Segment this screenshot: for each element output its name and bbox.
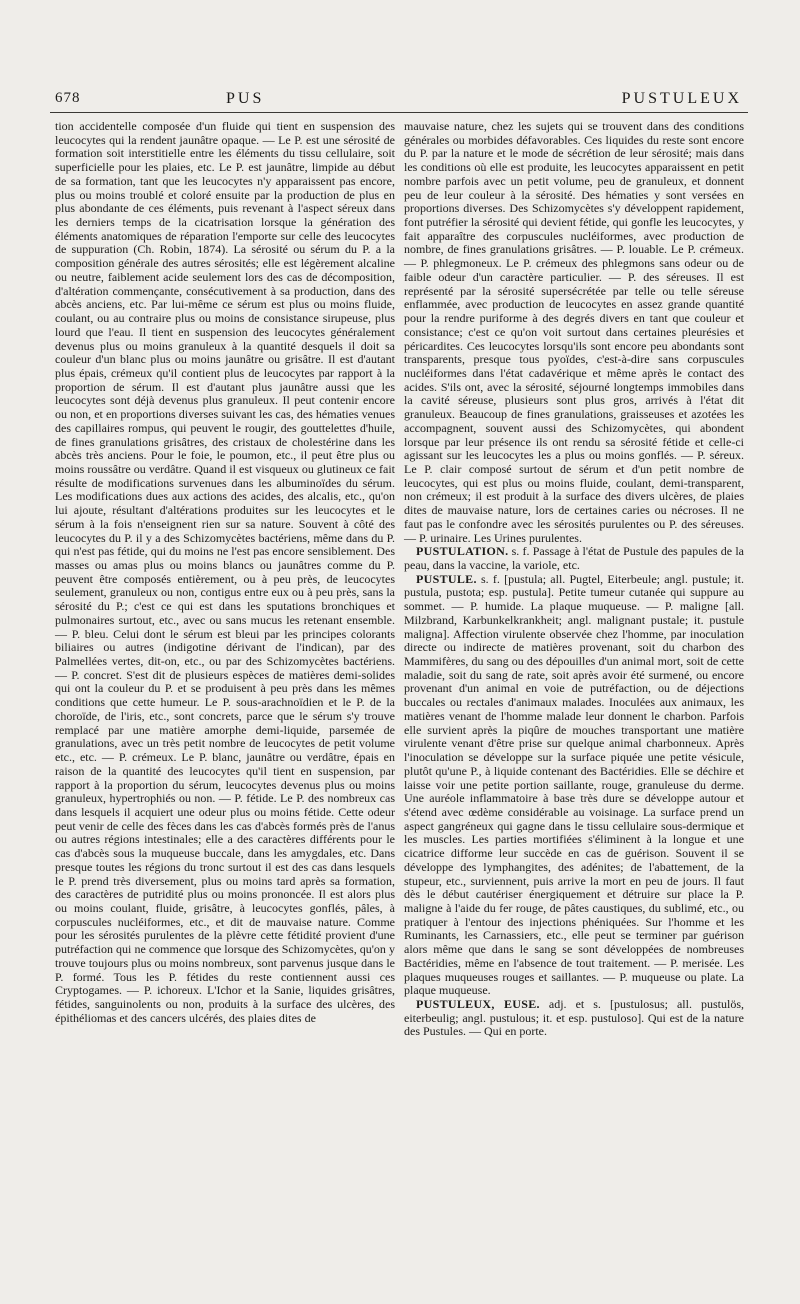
entry-pustule bbox=[404, 573, 744, 998]
entry-pus-continuation: tion accidentelle composée d'un fluide qui tient en suspension des leucocytes qui la rendent jaunâtre opaque. — Le P. est une sérosité de formation soit interstitielle entre les éléments du tissu cellulaire, soit superficielle pour les plaies, etc. Le P. est jaunâtre, limpide au début de sa formation, tant que les leucocytes n'y apparaissent pas encore, plus ou moins troublé et coloré ensuite par la production de plus en plus abondante de ces éléments, puis revenant à l'aspect séreux dans les derniers temps de la cicatrisation lorsque la génération des éléments anatomiques de réparation l'emporte sur celle des leucocytes de suppuration (Ch. Robin, 1874). La sérosité ou sérum du P. a la composition générale des autres sérosités; elle est légèrement alcaline ou neutre, faiblement acide seulement lors des cas de décomposition, d'altération commençante, consécutivement à sa production, dans des abcès anciens, etc. Par lui-même ce sérum est plus ou moins fluide, coulant, ou au contraire plus ou moins de consistance sirupeuse, plus lourd que l'eau. Il tient en suspension des leucocytes généralement devenus plus ou moins granuleux à la quantité desquels il doit sa couleur d'un blanc plus ou moins jaunâtre ou grisâtre. Il est d'autant plus épais, crémeux qu'il contient plus de leucocytes par rapport à la proportion de sérum. Il est d'autant plus jaunâtre aussi que les leucocytes sont déjà devenus plus granuleux. Il peut contenir encore ou non, et en proportions diverses suivant les cas, des hématies venues des capillaires rompus, qui peuvent le rougir, des gouttelettes d'huile, de fines granulations grisâtres, des cristaux de cholestérine dans les abcès très anciens. Pour le foie, le poumon, etc., il peut être plus ou moins roussâtre ou verdâtre. Quand il est visqueux ou glutineux ce fait résulte de modifications survenues dans les albuminoïdes du sérum. Les modifications dues aux actions des acides, des alcalis, etc., qu'on lui ajoute, résultant d'altérations produites sur les leucocytes et le sérum à la fois n'enseignent rien sur sa nature. Souvent à côté des leucocytes du P. il y a des Schizomycètes bactériens, même dans du P. qui n'est pas fétide, qui du moins ne l'est pas encore sensiblement. Des masses ou amas plus ou moins blancs ou jaunâtres comme du P. peuvent être composés entièrement, ou à peu près, de leucocytes seulement, granuleux ou non, contigus entre eux ou à peu près, sans la sérosité du P.; c'est ce qui est dans les sputations bronchiques et pulmonaires surtout, etc., avec ou sans mucus les retenant ensemble. — P. bleu. Celui dont le sérum est bleui par les principes colorants biliaires ou autres (indigotine dérivant de l'indican), par des Palmellées vertes, dit-on, etc., ou par des Schizomycètes bactériens. — P. concret. S'est dit de plusieurs espèces de matières demi-solides qui ont la couleur du P. et se produisent à peu près dans les mêmes conditions que cette humeur. Le P. sous-arachnoïdien et le P. de la choroïde, de l'iris, etc., sont concrets, parce que le sérum s'y trouve remplacé par une matière amorphe demi-liquide, parsemée de granulations, avec un très petit nombre de leucocytes de petit volume etc., etc. — P. crémeux. Le P. blanc, jaunâtre ou verdâtre, épais en raison de la quantité des leucocytes qu'il tient en suspension, par rapport à la proportion du sérum, leucocytes devenus plus ou moins granuleux, hypertrophiés ou non. — P. fétide. Le P. des nombreux cas dans lesquels il acquiert une odeur plus ou moins fétide. Cette odeur peut venir de celle des fèces dans les cas d'abcès formés près de l'anus ou autres régions intestinales; elle a des caractères différents pour le cas d'abcès sous la muqueuse buccale, dans les amygdales, etc. Dans presque toutes les régions du tronc surtout il est des cas dans lesquels le P. prend très diversement, plus ou moins tard après sa formation, des caractères de putridité plus ou moins prononcée. Il est alors plus ou moins coulant, fluide, grisâtre, à leucocytes gonflés, pâles, à corpuscules nucléiformes, etc., et dit de mauvaise nature. Comme pour les sérosités purulentes de la plèvre cette fétidité provient d'une putréfaction qui ne commence que lorsque des Schizomycètes, qu'on y trouve toujours plus ou moins nombreux, sont parvenus jusque dans le P. formé. Tous les P. fétides du reste contiennent aussi ces Cryptogames. — P. ichoreux. L'Ichor et la Sanie, liquides grisâtres, fétides, sanguinolents ou non, produits à la surface des ulcères, des épithéliomas et des cancers ulcérés, des plaies dites de bbox=[55, 119, 395, 1025]
definition: s. f. Passage à l'état de Pustule des papules de la peau, dans la vaccine, la variole, etc. bbox=[404, 544, 744, 572]
header-rule bbox=[50, 112, 748, 113]
running-head-right: PUSTULEUX bbox=[621, 90, 742, 107]
entry-pustuleux bbox=[404, 998, 744, 1039]
headword: PUSTULEUX, EUSE. bbox=[416, 997, 540, 1011]
definition: s. f. [pustula; all. Pugtel, Eiterbeule; angl. pustule; it. pustula, pustota; esp. pustula]. Petite tumeur cutanée qui suppure au sommet. — P. humide. La plaque muqueuse. — P. maligne [all. Milzbrand, Karbunkelkrankheit; angl. malignant pustale; it. pustule maligna]. Affection virulente observée chez l'homme, par inoculation directe ou indirecte de matières provenant, soit du charbon des Mammifères, du sang ou des dépouilles d'un animal mort, soit de cette maladie, soit du sang de rate, soit après avoir été surmené, ou encore provenant d'un animal en voie de putréfaction, ou de déjections buccales ou rectales d'animaux malades. Inoculées aux animaux, les matières venant de l'homme malade leur donnent le charbon. Parfois elle survient après la piqûre de mouches transportant une matière virulente venant d'être prise sur quelque animal charbonneux. Après l'inoculation se développe sur la surface piquée une petite vésicule, plutôt qu'une P., à liquide contenant des Bactéridies. Elle se déchire et laisse voir une petite portion saillante, rouge, granuleuse du derme. Une auréole inflammatoire à base très dure se développe autour et s'étend avec œdème considérable au voisinage. La surface prend un aspect gangréneux qui gagne dans le tissu cellulaire sous-dermique et les muscles. Les parties mortifiées s'éliminent à la longue et une cicatrice difforme leur succède en cas de guérison. Souvent il se développe des lymphangites, des adénites; de l'abattement, de la stupeur, etc., surviennent, puis arrive la mort en peu de jours. Il faut dès le début cautériser énergiquement et détruire sur place la P. maligne à l'aide du fer rouge, de pâtes caustiques, du sublimé, etc., ou pratiquer à l'entour des injections phéniquées. Sur l'homme et les Ruminants, les Carnassiers, etc., elle peut se terminer par guérison alors même que dans le sang se sont développées de nombreuses Bactéridies, même en l'absence de tout traitement. — P. merisée. Les plaques muqueuses rouges et saillantes. — P. muqueuse ou plate. La plaque muqueuse. bbox=[404, 571, 744, 998]
headword: PUSTULE. bbox=[416, 571, 477, 586]
entry-pus-continuation-2: mauvaise nature, chez les sujets qui se trouvent dans des conditions générales ou morbides défavorables. Ces liquides du reste sont encore du P. par la nature et le mode de sécrétion de leur sérosité; mais dans les conditions où elle est produite, les leucocytes apparaissent en petit nombre parfois avec un petit volume, peu de granuleux, et donnent peu de leur couleur à la sérosité. Des hématies y sont versées en proportions diverses. Des Schizomycètes s'y développent rapidement, font putréfier la sérosité qui devient fétide, qui gonfle les leucocytes, y fait apparaître des corpuscules nucléiformes, avec production de nombre, de fines granulations grisâtres. — P. louable. Le P. crémeux. — P. phlegmoneux. Le P. crémeux des phlegmons sans odeur ou de faible odeur d'un caractère particulier. — P. des séreuses. Il est représenté par la sérosité supersécrétée par telle ou telle séreuse enflammée, avec production de leucocytes en assez grande quantité pour la rendre puriforme à des degrés divers en tant que couleur et consistance; c'est ce qu'on voit surtout dans certaines pleurésies et péricardites. Ces leucocytes lorsqu'ils sont encore peu abondants sont transparents, presque tous pyoïdes, c'est-à-dire sans corpuscules nucléiformes dans l'état cadavérique et même après le contact des acides. S'ils ont, avec la sérosité, séjourné longtemps immobiles dans la cavité séreuse, plusieurs sont plus gros, arrivés à l'état dit granuleux. Beaucoup de fines granulations, graisseuses et azotées les accompagnent, souvent aussi des Schizomycètes, qui abondent lorsque par leur présence ils ont rendu sa sérosité fétide et celle-ci agissant sur les leucocytes les a plus ou moins gonflés. — P. séreux. Le P. clair composé surtout de sérum et d'un petit nombre de leucocytes, qui est plus ou moins fluide, coulant, demi-transparent, non crémeux; il est produit à la surface des divers ulcères, de plaies dites de mauvaise nature, lors de certaines caries ou nécroses. Il ne faut pas le confondre avec les sérosités purulentes ou P. des séreuses. — P. urinaire. Les Urines purulentes. bbox=[404, 119, 744, 545]
definition: adj. et s. [pustulosus; all. pustulös, eiterbeulig; angl. pustulous; it. et esp. pustuloso]. Qui est de la nature des Pustules. — Qui en porte. bbox=[404, 997, 745, 1039]
headword: PUSTULATION. bbox=[416, 544, 509, 559]
running-head-left: PUS bbox=[226, 90, 265, 107]
page-number: 678 bbox=[55, 90, 81, 106]
entry-pustulation bbox=[404, 545, 744, 572]
left-column bbox=[55, 120, 395, 1025]
right-column bbox=[404, 120, 744, 1039]
